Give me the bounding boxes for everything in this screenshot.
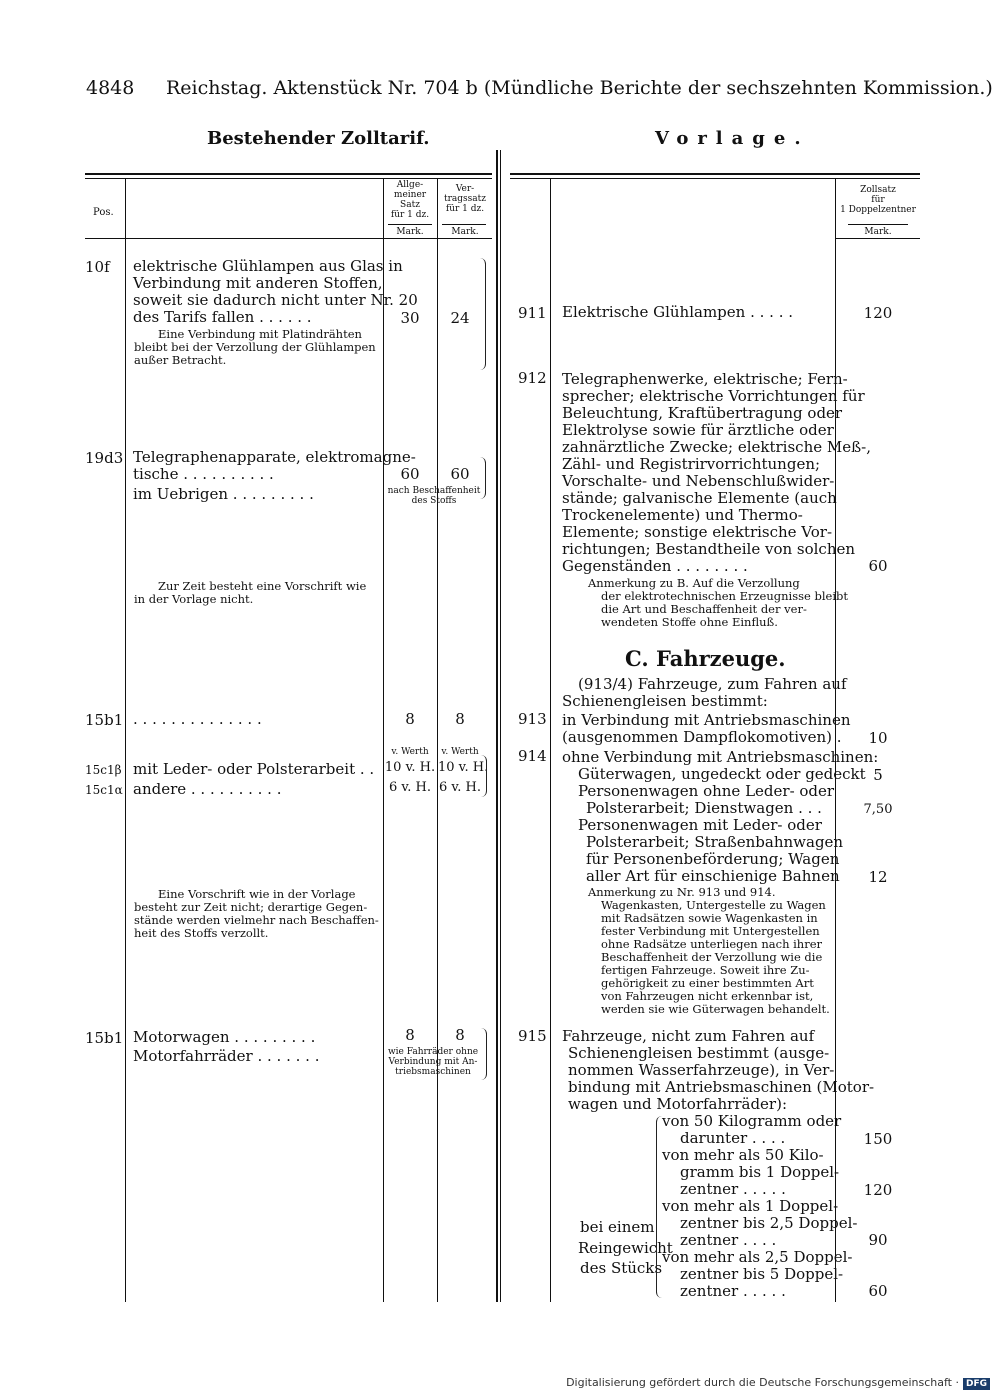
row-10f-note-3: außer Betracht. <box>134 353 227 367</box>
r912-rate: 60 <box>868 557 888 575</box>
r912-note-3: die Art und Beschaffenheit der ver- <box>601 602 807 616</box>
head-rule-left <box>85 238 492 239</box>
tier1-rate: 150 <box>863 1130 893 1148</box>
tier3-line-1: von mehr als 1 Doppel- <box>662 1197 839 1215</box>
row-15b1-dots: . . . . . . . . . . . . . . <box>133 710 262 728</box>
row-19d3-line-1: Telegraphenapparate, elektromagne- <box>133 448 416 466</box>
pos-913: 913 <box>518 710 547 728</box>
r914-note-9: von Fahrzeugen nicht erkennbar ist, <box>601 989 814 1003</box>
weight-label-1: bei einem <box>580 1218 655 1236</box>
r914-item3-rate: 12 <box>868 868 888 886</box>
r914-item2-line-2: Polsterarbeit; Dienstwagen . . . <box>586 799 822 817</box>
r914-note-7: fertigen Fahrzeuge. Soweit ihre Zu- <box>601 963 810 977</box>
row-10f-note-1: Eine Verbindung mit Platindrähten <box>158 327 362 341</box>
pos-15b1-a: 15b1 <box>85 711 124 729</box>
tier2-line-3: zentner . . . . . <box>680 1180 786 1198</box>
center-divider-2 <box>500 150 501 1302</box>
r914-item3-line-1: Personenwagen mit Leder- oder <box>578 816 822 834</box>
r914-item1-rate: 5 <box>873 766 883 784</box>
row-15b1-treaty: 8 <box>455 710 465 728</box>
r914-note-3: mit Radsätzen sowie Wagenkasten in <box>601 911 818 925</box>
r912-line-10: Elemente; sonstige elektrische Vor- <box>562 523 833 541</box>
row-motor-subnote: wie Fahrräder ohne Verbindung mit An- triebsmaschinen <box>387 1047 479 1077</box>
mark-rule-rate <box>848 224 908 225</box>
r913-line-2: (ausgenommen Dampflokomotiven) . <box>562 728 842 746</box>
top-rule-right-2 <box>510 178 920 179</box>
r911-rate: 120 <box>863 304 893 322</box>
tier2-rate: 120 <box>863 1181 893 1199</box>
r912-note-2: der elektrotechnischen Erzeugnisse bleibt <box>601 589 848 603</box>
row-19d3-line-2: tische . . . . . . . . . . <box>133 465 274 483</box>
row-15c1a-line: andere . . . . . . . . . . <box>133 780 282 798</box>
row-10f-note-2: bleibt bei der Verzollung der Glühlampen <box>134 340 376 354</box>
weight-label-2: Reingewicht <box>578 1239 673 1257</box>
r912-note-1: Anmerkung zu B. Auf die Verzollung <box>588 576 800 590</box>
r914-note-10: werden sie wie Güterwagen behandelt. <box>601 1002 830 1016</box>
row-15c1a-treaty: 6 v. H. <box>439 780 481 795</box>
tier2-line-1: von mehr als 50 Kilo- <box>662 1146 824 1164</box>
left-title: Bestehender Zolltarif. <box>207 128 430 149</box>
r913-line-1: in Verbindung mit Antriebsmaschinen <box>562 711 851 729</box>
pos-914: 914 <box>518 747 547 765</box>
right-title: Vorlage. <box>655 128 810 149</box>
r914-note-6: Beschaffenheit der Verzollung wie die <box>601 950 823 964</box>
tier1-line-2: darunter . . . . <box>680 1129 786 1147</box>
top-rule-left-2 <box>85 178 492 179</box>
left-col-line-2 <box>383 178 384 1302</box>
brace-15c1 <box>481 755 487 797</box>
page-number: 4848 <box>86 77 135 99</box>
r914-item3-line-3: für Personenbeförderung; Wagen <box>586 850 840 868</box>
r912-line-12: Gegenständen . . . . . . . . <box>562 557 748 575</box>
pos-19d3: 19d3 <box>85 449 124 467</box>
r912-line-1: Telegraphenwerke, elektrische; Fern- <box>562 370 848 388</box>
row-15c1a-note-3: stände werden vielmehr nach Beschaffen- <box>134 913 379 927</box>
top-rule-right <box>510 173 920 175</box>
right-col-line-1 <box>550 178 551 1302</box>
brace-10f <box>480 258 486 370</box>
row-15c1b-general-pre: v. Werth <box>391 747 429 757</box>
row-15b1-general: 8 <box>405 710 415 728</box>
row-15c1a-note-1: Eine Vorschrift wie in der Vorlage <box>158 887 356 901</box>
tier2-line-2: gramm bis 1 Doppel- <box>680 1163 840 1181</box>
r911-text: Elektrische Glühlampen . . . . . <box>562 303 793 321</box>
r914-item2-rate: 7,50 <box>863 802 893 817</box>
row-15c1b-line: mit Leder- oder Polsterarbeit . . <box>133 760 375 778</box>
row-19d3-subnote: nach Beschaffenheit des Stoffs <box>387 486 481 506</box>
section-c-heading: C. Fahrzeuge. <box>625 646 786 671</box>
col-treaty-header: Ver- tragssatz für 1 dz. <box>443 184 486 214</box>
row-19d3-note-1: Zur Zeit besteht eine Vorschrift wie <box>158 579 367 593</box>
tier3-line-2: zentner bis 2,5 Doppel- <box>680 1214 858 1232</box>
row-10f-line-2: Verbindung mit anderen Stoffen, <box>133 274 383 292</box>
row-19d3-line-3: im Uebrigen . . . . . . . . . <box>133 485 314 503</box>
pos-10f: 10f <box>85 258 110 276</box>
row-19d3-note-2: in der Vorlage nicht. <box>134 592 254 606</box>
dfg-logo: DFG <box>963 1378 990 1390</box>
r914-note-2: Wagenkasten, Untergestelle zu Wagen <box>601 898 826 912</box>
col-rate-header: Zollsatz für 1 Doppelzentner <box>840 185 916 215</box>
tier4-line-1: von mehr als 2,5 Doppel- <box>662 1248 853 1266</box>
tier4-line-2: zentner bis 5 Doppel- <box>680 1265 844 1283</box>
r914-line-1: ohne Verbindung mit Antriebsmaschinen: <box>562 748 879 766</box>
r914-item3-line-4: aller Art für einschienige Bahnen <box>586 867 840 885</box>
mark-rule-treaty <box>442 224 486 225</box>
pos-15c1-beta: 15c1β <box>85 763 122 777</box>
r912-line-4: Elektrolyse sowie für ärztliche oder <box>562 421 834 439</box>
pos-912: 912 <box>518 369 547 387</box>
row-15c1a-note-2: besteht zur Zeit nicht; derartige Gegen- <box>134 900 368 914</box>
mark-rate: Mark. <box>864 227 892 237</box>
r915-line-2: Schienengleisen bestimmt (ausge- <box>568 1044 830 1062</box>
row-10f-line-4: des Tarifs fallen . . . . . . <box>133 308 312 326</box>
row-10f-treaty: 24 <box>450 309 470 327</box>
r912-line-9: Trockenelemente) und Thermo- <box>562 506 803 524</box>
row-15c1b-treaty-pre: v. Werth <box>441 747 479 757</box>
tier3-rate: 90 <box>868 1231 888 1249</box>
r912-line-6: Zähl- und Registrirvorrichtungen; <box>562 455 821 473</box>
row-motor-treaty: 8 <box>455 1026 465 1044</box>
left-col-line-3 <box>437 178 438 1302</box>
row-15c1b-general: 10 v. H. <box>384 760 436 775</box>
r914-note-5: ohne Radsätze unterliegen nach ihrer <box>601 937 823 951</box>
row-15c1b-treaty: 10 v. H. <box>438 760 489 775</box>
r913-rate: 10 <box>868 729 888 747</box>
r912-line-8: stände; galvanische Elemente (auch <box>562 489 837 507</box>
mark-general: Mark. <box>396 227 424 237</box>
col-pos-header: Pos. <box>93 207 114 218</box>
tier4-line-3: zentner . . . . . <box>680 1282 786 1300</box>
row-10f-general: 30 <box>400 309 420 327</box>
r912-line-7: Vorschalte- und Nebenschlußwider- <box>562 472 835 490</box>
r912-line-3: Beleuchtung, Kraftübertragung oder <box>562 404 843 422</box>
r914-note-8: gehörigkeit zu einer bestimmten Art <box>601 976 814 990</box>
r914-note-4: fester Verbindung mit Untergestellen <box>601 924 820 938</box>
row-15c1a-general: 6 v. H. <box>389 780 431 795</box>
mark-treaty: Mark. <box>451 227 479 237</box>
col-general-header: Allge- meiner Satz für 1 dz. <box>390 180 430 220</box>
tier1-line-1: von 50 Kilogramm oder <box>662 1112 842 1130</box>
pos-15b1-b: 15b1 <box>85 1029 124 1047</box>
row-19d3-general: 60 <box>400 465 420 483</box>
pos-911: 911 <box>518 304 547 322</box>
top-rule-left <box>85 173 492 175</box>
r915-line-5: wagen und Motorfahrräder): <box>568 1095 787 1113</box>
r912-line-2: sprecher; elektrische Vorrichtungen für <box>562 387 865 405</box>
pos-915: 915 <box>518 1027 547 1045</box>
row-motor-line-2: Motorfahrräder . . . . . . . <box>133 1047 320 1065</box>
row-motor-line-1: Motorwagen . . . . . . . . . <box>133 1028 316 1046</box>
tier4-rate: 60 <box>868 1282 888 1300</box>
r914-item1-line-1: Güterwagen, ungedeckt oder gedeckt <box>578 765 866 783</box>
r912-line-5: zahnärztliche Zwecke; elektrische Meß-, <box>562 438 871 456</box>
r914-item2-line-1: Personenwagen ohne Leder- oder <box>578 782 835 800</box>
r912-note-4: wendeten Stoffe ohne Einfluß. <box>601 615 778 629</box>
head-rule-right <box>835 238 920 239</box>
left-col-line-1 <box>125 178 126 1302</box>
r914-item3-line-2: Polsterarbeit; Straßenbahnwagen <box>586 833 844 851</box>
r915-line-1: Fahrzeuge, nicht zum Fahren auf <box>562 1027 815 1045</box>
pos-15c1-alpha: 15c1α <box>85 783 123 797</box>
row-15c1a-note-4: heit des Stoffs verzollt. <box>134 926 269 940</box>
r915-line-4: bindung mit Antriebsmaschinen (Motor- <box>568 1078 875 1096</box>
row-motor-general: 8 <box>405 1026 415 1044</box>
intro-line-2: Schienengleisen bestimmt: <box>562 692 768 710</box>
footer-text: Digitalisierung gefördert durch die Deutsche Forschungsgemeinschaft · <box>566 1376 959 1389</box>
row-10f-line-1: elektrische Glühlampen aus Glas in <box>133 257 403 275</box>
digitization-footer <box>566 1376 990 1390</box>
row-19d3-treaty: 60 <box>450 465 470 483</box>
intro-line-1: (913/4) Fahrzeuge, zum Fahren auf <box>578 675 847 693</box>
center-divider <box>496 150 498 1302</box>
page-header: Reichstag. Aktenstück Nr. 704 b (Mündliche Berichte der sechszehnten Kommission.) <box>166 77 993 99</box>
weight-label-3: des Stücks <box>580 1259 663 1277</box>
r915-line-3: nommen Wasserfahrzeuge), in Ver- <box>568 1061 835 1079</box>
row-10f-line-3: soweit sie dadurch nicht unter Nr. 20 <box>133 291 418 309</box>
tier3-line-3: zentner . . . . <box>680 1231 777 1249</box>
mark-rule-general <box>388 224 432 225</box>
r912-line-11: richtungen; Bestandtheile von solchen <box>562 540 856 558</box>
r914-note-1: Anmerkung zu Nr. 913 und 914. <box>588 885 776 899</box>
